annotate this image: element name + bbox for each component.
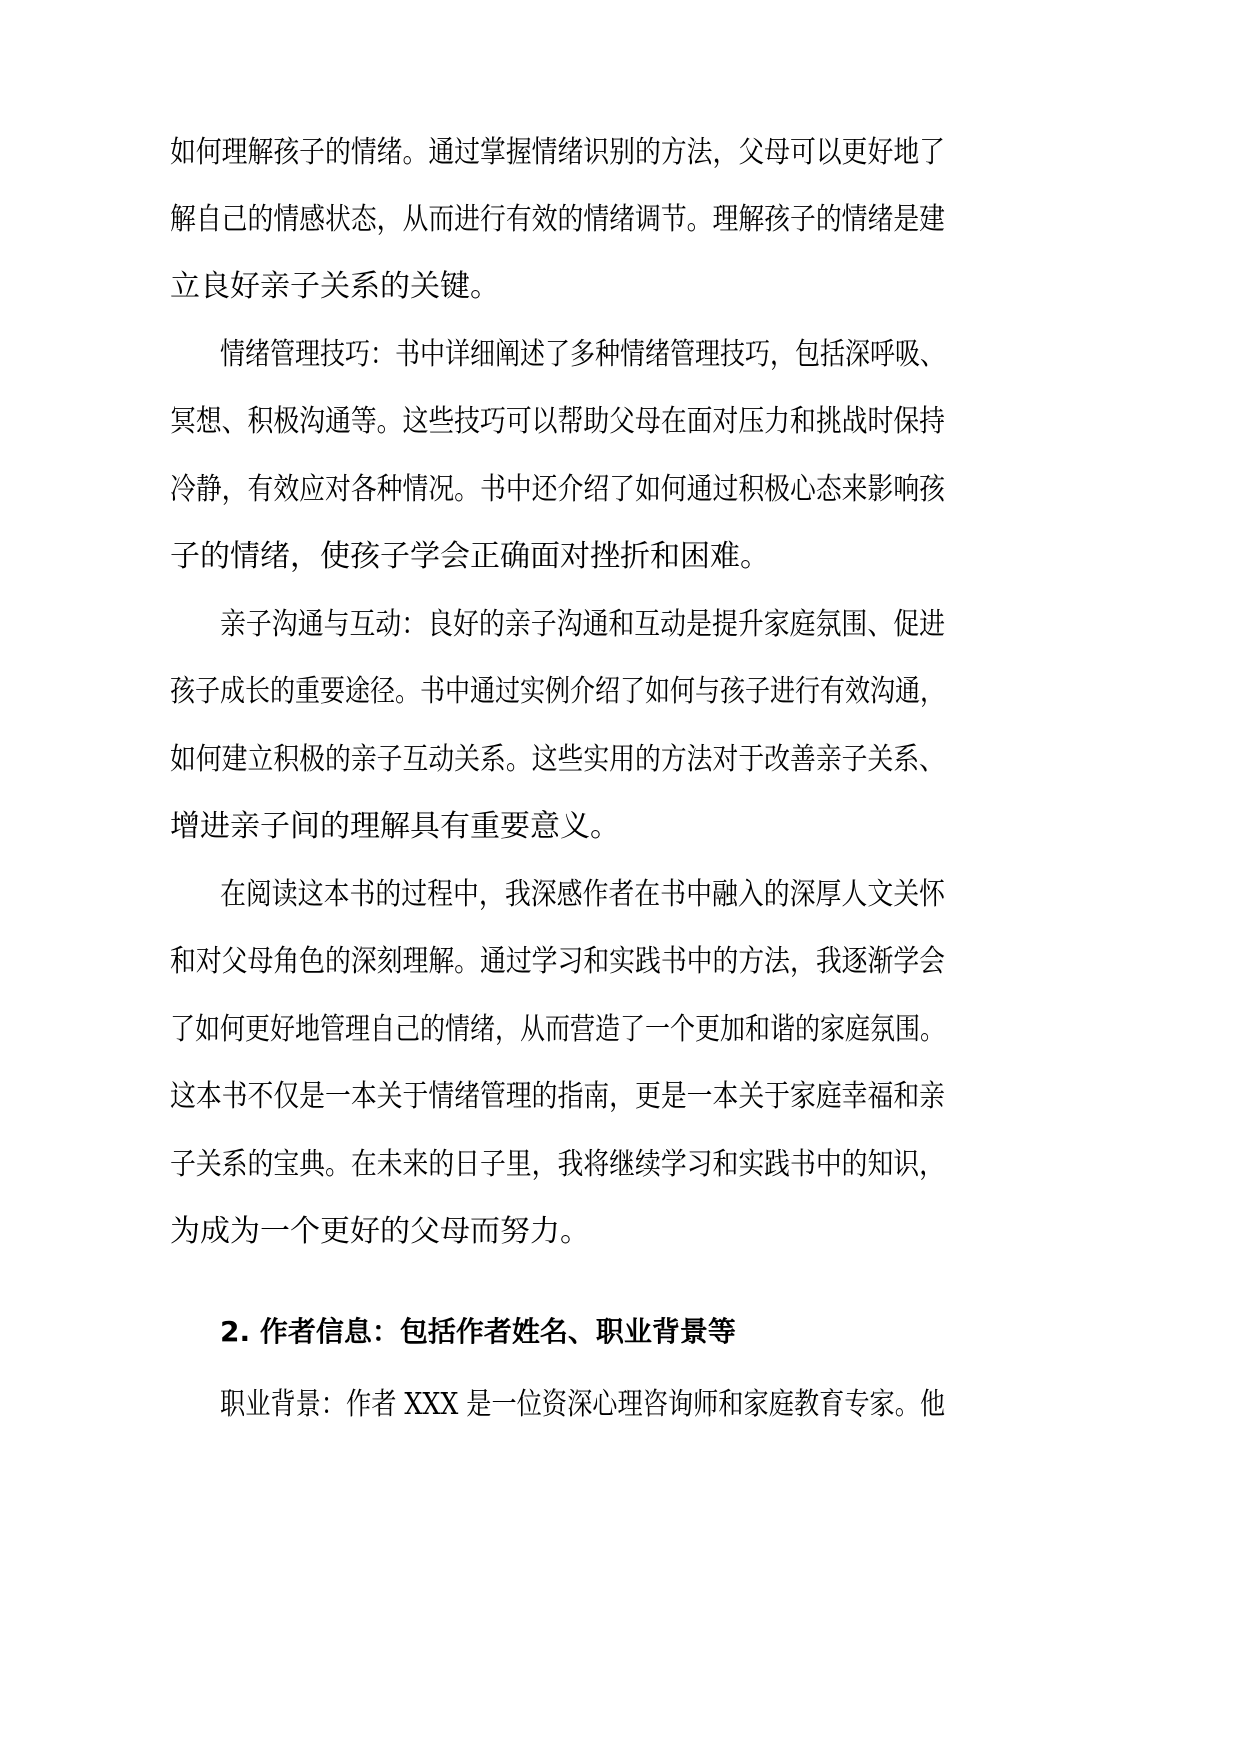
paragraph-2-line-3: 冷静，有效应对各种情况。书中还介绍了如何通过积极心态来影响孩 — [170, 472, 945, 507]
paragraph-1-line-3: 立良好亲子关系的关键。 — [170, 269, 500, 304]
paragraph-2-line-4: 子的情绪，使孩子学会正确面对挫折和困难。 — [170, 539, 770, 574]
paragraph-4-line-5: 子关系的宝典。在未来的日子里，我将继续学习和实践书中的知识， — [170, 1147, 945, 1182]
paragraph-3-line-1: 亲子沟通与互动：良好的亲子沟通和互动是提升家庭氛围、促进 — [220, 607, 946, 642]
paragraph-1-line-1: 如何理解孩子的情绪。通过掌握情绪识别的方法，父母可以更好地了 — [170, 135, 945, 170]
paragraph-4-line-6: 为成为一个更好的父母而努力。 — [170, 1214, 590, 1249]
paragraph-3-line-3: 如何建立积极的亲子互动关系。这些实用的方法对于改善亲子关系、 — [170, 742, 945, 777]
section-heading: 2. 作者信息：包括作者姓名、职业背景等 — [220, 1315, 736, 1348]
paragraph-3-line-2: 孩子成长的重要途径。书中通过实例介绍了如何与孩子进行有效沟通， — [170, 674, 945, 709]
paragraph-3-line-4: 增进亲子间的理解具有重要意义。 — [170, 809, 620, 844]
paragraph-2-line-1: 情绪管理技巧：书中详细阐述了多种情绪管理技巧，包括深呼吸、 — [220, 337, 945, 372]
paragraph-2-line-2: 冥想、积极沟通等。这些技巧可以帮助父母在面对压力和挑战时保持 — [170, 404, 945, 439]
paragraph-4-line-1: 在阅读这本书的过程中，我深感作者在书中融入的深厚人文关怀 — [220, 877, 946, 912]
paragraph-1-line-2: 解自己的情感状态，从而进行有效的情绪调节。理解孩子的情绪是建 — [170, 202, 945, 237]
paragraph-4-line-4: 这本书不仅是一本关于情绪管理的指南，更是一本关于家庭幸福和亲 — [170, 1079, 945, 1114]
paragraph-5-line-1: 职业背景：作者 XXX 是一位资深心理咨询师和家庭教育专家。他 — [220, 1387, 946, 1422]
paragraph-4-line-2: 和对父母角色的深刻理解。通过学习和实践书中的方法，我逐渐学会 — [170, 944, 945, 979]
paragraph-4-line-3: 了如何更好地管理自己的情绪，从而营造了一个更加和谐的家庭氛围。 — [170, 1012, 945, 1047]
